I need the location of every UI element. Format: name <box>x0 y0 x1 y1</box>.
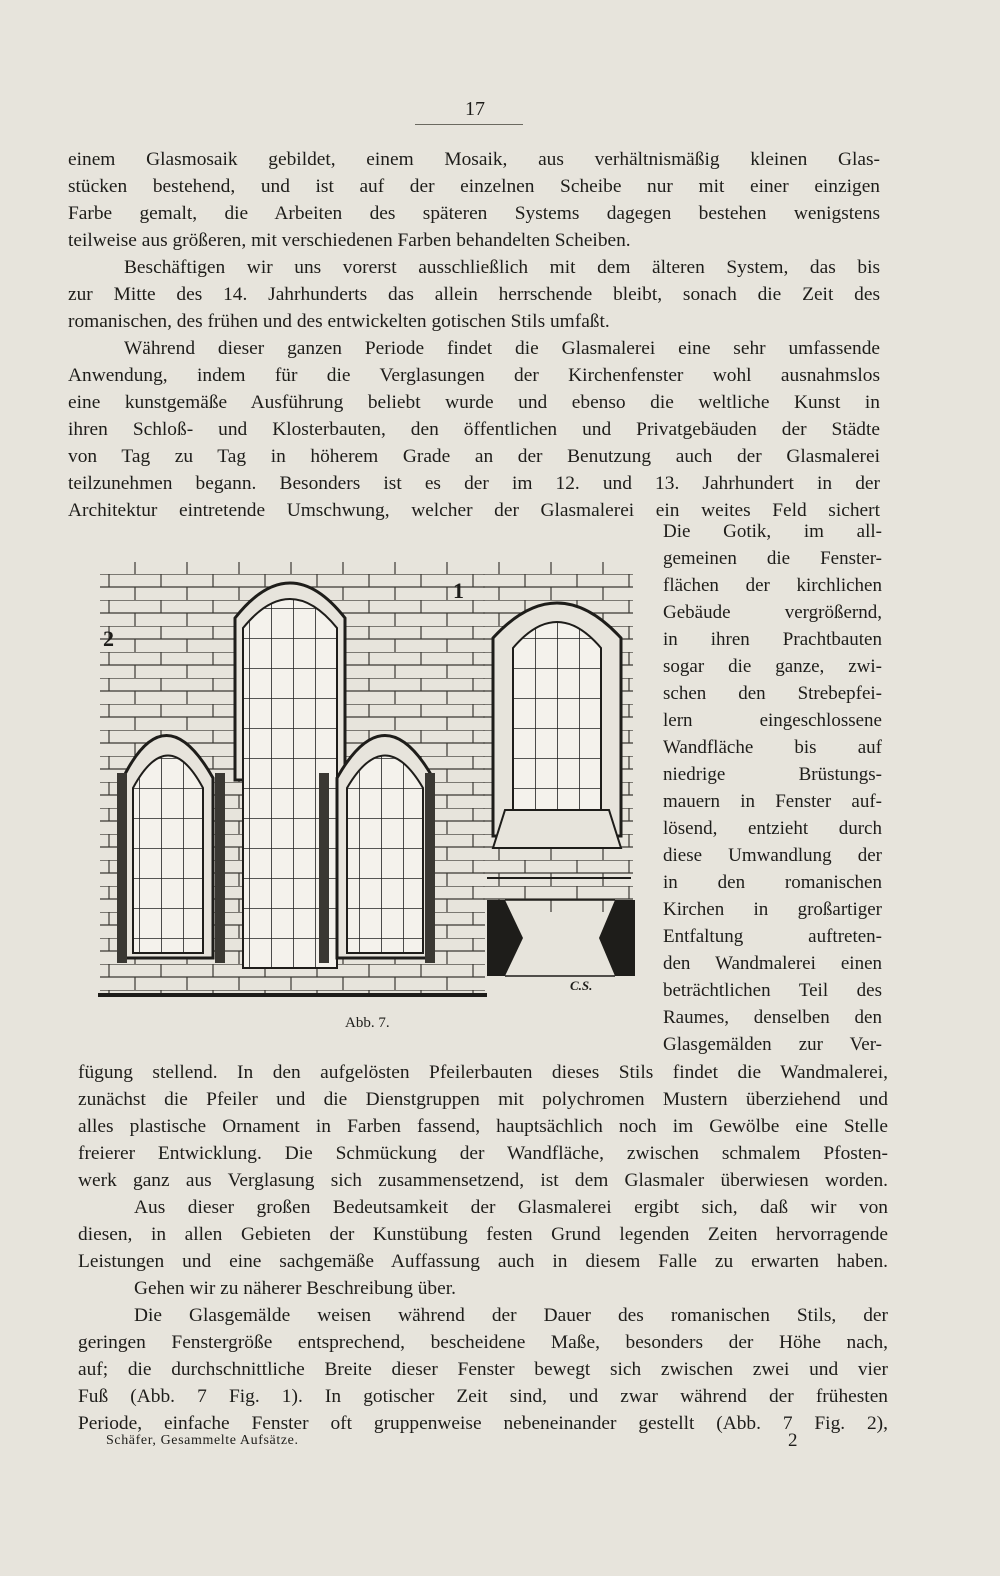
text-line: gemeinen die Fenster- <box>663 548 882 569</box>
figure-2-label: 2 <box>103 626 114 651</box>
text-line: auf; die durchschnittliche Breite dieser Fenster bewegt sich zwischen zwei und vier <box>78 1359 888 1380</box>
text-line: einem Glasmosaik gebildet, einem Mosaik, aus verhältnismäßig kleinen Glas- <box>68 149 880 170</box>
text-line: teilweise aus größeren, mit verschiedenen Farben behandelten Scheiben. <box>68 230 631 251</box>
text-line: zunächst die Pfeiler und die Dienstgruppen mit polychromen Mustern überziehend und <box>78 1089 888 1110</box>
text-line: Die Glasgemälde weisen während der Dauer des romanischen Stils, der <box>134 1305 888 1326</box>
body-text-top <box>68 146 880 524</box>
text-line: Raumes, denselben den <box>663 1007 882 1028</box>
text-line: lern eingeschlossene <box>663 710 882 731</box>
text-line: romanischen, des frühen und des entwickelten gotischen Stils umfaßt. <box>68 311 610 332</box>
text-line: niedrige Brüstungs- <box>663 764 882 785</box>
text-line: Die Gotik, im all- <box>663 521 882 542</box>
text-line: lösend, entzieht durch <box>663 818 882 839</box>
footer-author-title: Schäfer, Gesammelte Aufsätze. <box>106 1433 299 1448</box>
text-line: Farbe gemalt, die Arbeiten des späteren Systems dagegen bestehen wenigstens <box>68 203 880 224</box>
text-line: den Wandmalerei einen <box>663 953 882 974</box>
text-line: geringen Fenstergröße entsprechend, bescheidene Maße, besonders der Höhe nach, <box>78 1332 888 1353</box>
text-line: Während dieser ganzen Periode findet die Glasmalerei eine sehr umfassende <box>124 338 880 359</box>
text-line: diese Umwandlung der <box>663 845 882 866</box>
text-line: Gebäude vergrößernd, <box>663 602 882 623</box>
footer-signature-mark: 2 <box>788 1430 798 1451</box>
text-line: Wandfläche bis auf <box>663 737 882 758</box>
text-line: Gehen wir zu näherer Beschreibung über. <box>134 1278 456 1299</box>
text-line: freierer Entwicklung. Die Schmückung der Wandfläche, zwischen schmalem Pfosten- <box>78 1143 888 1164</box>
text-line: Architektur eintretende Umschwung, welcher der Glasmalerei ein weites Feld sichert <box>68 500 880 521</box>
header-rule <box>415 124 523 125</box>
text-line: schen den Strebepfei- <box>663 683 882 704</box>
text-line: Glasgemälden zur Ver- <box>663 1034 882 1055</box>
text-line: beträchtlichen Teil des <box>663 980 882 1001</box>
text-line: Leistungen und eine sachgemäße Auffassung auch in diesem Falle zu erwarten haben. <box>78 1251 888 1272</box>
text-line: Entfaltung auftreten- <box>663 926 882 947</box>
text-line: Periode, einfache Fenster oft gruppenweise nebeneinander gestellt (Abb. 7 Fig. 2), <box>78 1413 888 1434</box>
text-line: stücken bestehend, und ist auf der einzelnen Scheibe nur mit einer einzigen <box>68 176 880 197</box>
figure-1-label: 1 <box>453 578 464 603</box>
text-line: Anwendung, indem für die Verglasungen der Kirchenfenster wohl ausnahmslos <box>68 365 880 386</box>
body-text-side-column <box>663 518 882 1058</box>
page-number: 17 <box>465 98 485 120</box>
figure-1-single-window <box>483 562 635 976</box>
window-illustration <box>95 548 655 1048</box>
text-line: Aus dieser großen Bedeutsamkeit der Glasmalerei ergibt sich, daß wir von <box>134 1197 888 1218</box>
artist-signature: C.S. <box>570 978 593 993</box>
text-line: teilzunehmen begann. Besonders ist es der im 12. und 13. Jahrhundert in der <box>68 473 880 494</box>
text-line: ihren Schloß- und Klosterbauten, den öffentlichen und Privatgebäuden der Städte <box>68 419 880 440</box>
figure-caption: Abb. 7. <box>345 1015 390 1031</box>
gothic-windows-drawing <box>95 548 655 1048</box>
text-line: in ihren Prachtbauten <box>663 629 882 650</box>
text-line: Beschäftigen wir uns vorerst ausschließlich mit dem älteren System, das bis <box>124 257 880 278</box>
figure-2-paired-windows <box>98 562 487 995</box>
text-line: alles plastische Ornament in Farben fassend, hauptsächlich noch im Gewölbe eine Stelle <box>78 1116 888 1137</box>
text-line: mauern in Fenster auf- <box>663 791 882 812</box>
body-text-bottom <box>78 1059 888 1437</box>
text-line: werk ganz aus Verglasung sich zusammensetzend, ist dem Glasmaler überwiesen worden. <box>78 1170 888 1191</box>
text-line: sogar die ganze, zwi- <box>663 656 882 677</box>
text-line: Fuß (Abb. 7 Fig. 1). In gotischer Zeit sind, und zwar während der frühesten <box>78 1386 888 1407</box>
text-line: diesen, in allen Gebieten der Kunstübung festen Grund legenden Zeiten hervorragende <box>78 1224 888 1245</box>
text-line: eine kunstgemäße Ausführung beliebt wurde und ebenso die weltliche Kunst in <box>68 392 880 413</box>
text-line: Kirchen in großartiger <box>663 899 882 920</box>
text-line: zur Mitte des 14. Jahrhunderts das allein herrschende bleibt, sonach die Zeit des <box>68 284 880 305</box>
text-line: flächen der kirchlichen <box>663 575 882 596</box>
text-line: von Tag zu Tag in höherem Grade an der Benutzung auch der Glasmalerei <box>68 446 880 467</box>
text-line: fügung stellend. In den aufgelösten Pfeilerbauten dieses Stils findet die Wandmalerei, <box>78 1062 888 1083</box>
text-line: in den romanischen <box>663 872 882 893</box>
